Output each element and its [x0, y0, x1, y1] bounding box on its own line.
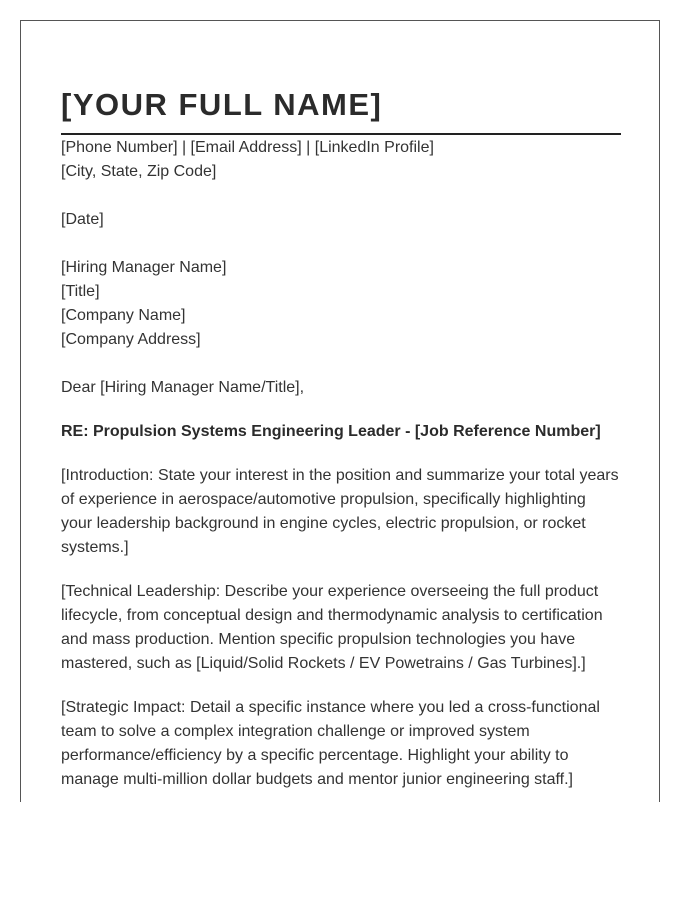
letter-date: [Date] — [61, 211, 104, 228]
spacer — [61, 232, 621, 256]
recipient-block — [61, 256, 621, 352]
recipient-company-name: [Company Name] — [61, 307, 186, 324]
recipient-manager-name: [Hiring Manager Name] — [61, 259, 227, 276]
introduction-paragraph: [Introduction: State your interest in the position and summarize your total years of experience in aerospace/automotive propulsion, specifically highlighting your leadership background in engine cycles, electric propulsion, or rocket systems.] — [61, 467, 619, 556]
contact-info-line: [Phone Number] | [Email Address] | [LinkedIn Profile] — [61, 139, 434, 156]
salutation: Dear [Hiring Manager Name/Title], — [61, 379, 305, 396]
recipient-company-address: [Company Address] — [61, 331, 201, 348]
spacer — [61, 184, 621, 208]
subject-line: RE: Propulsion Systems Engineering Leader - [Job Reference Number] — [61, 423, 601, 440]
letter-content — [61, 85, 621, 792]
location-line: [City, State, Zip Code] — [61, 163, 217, 180]
cover-letter-page — [20, 20, 660, 802]
strategic-impact-paragraph: [Strategic Impact: Detail a specific instance where you led a cross-functional team to solve a complex integration challenge or improved system performance/efficiency by a specific percentage. Highlight your ability to manage multi-million dollar budgets and mentor junior engineering staff.] — [61, 699, 600, 788]
technical-leadership-paragraph: [Technical Leadership: Describe your experience overseeing the full product lifecycle, from conceptual design and thermodynamic analysis to certification and mass production. Mention specific propulsion technologies you have mastered, such as [Liquid/Solid Rockets / EV Powetrains / Gas Turbines].] — [61, 583, 603, 672]
applicant-name-heading: [YOUR FULL NAME] — [61, 85, 621, 135]
recipient-title: [Title] — [61, 283, 100, 300]
